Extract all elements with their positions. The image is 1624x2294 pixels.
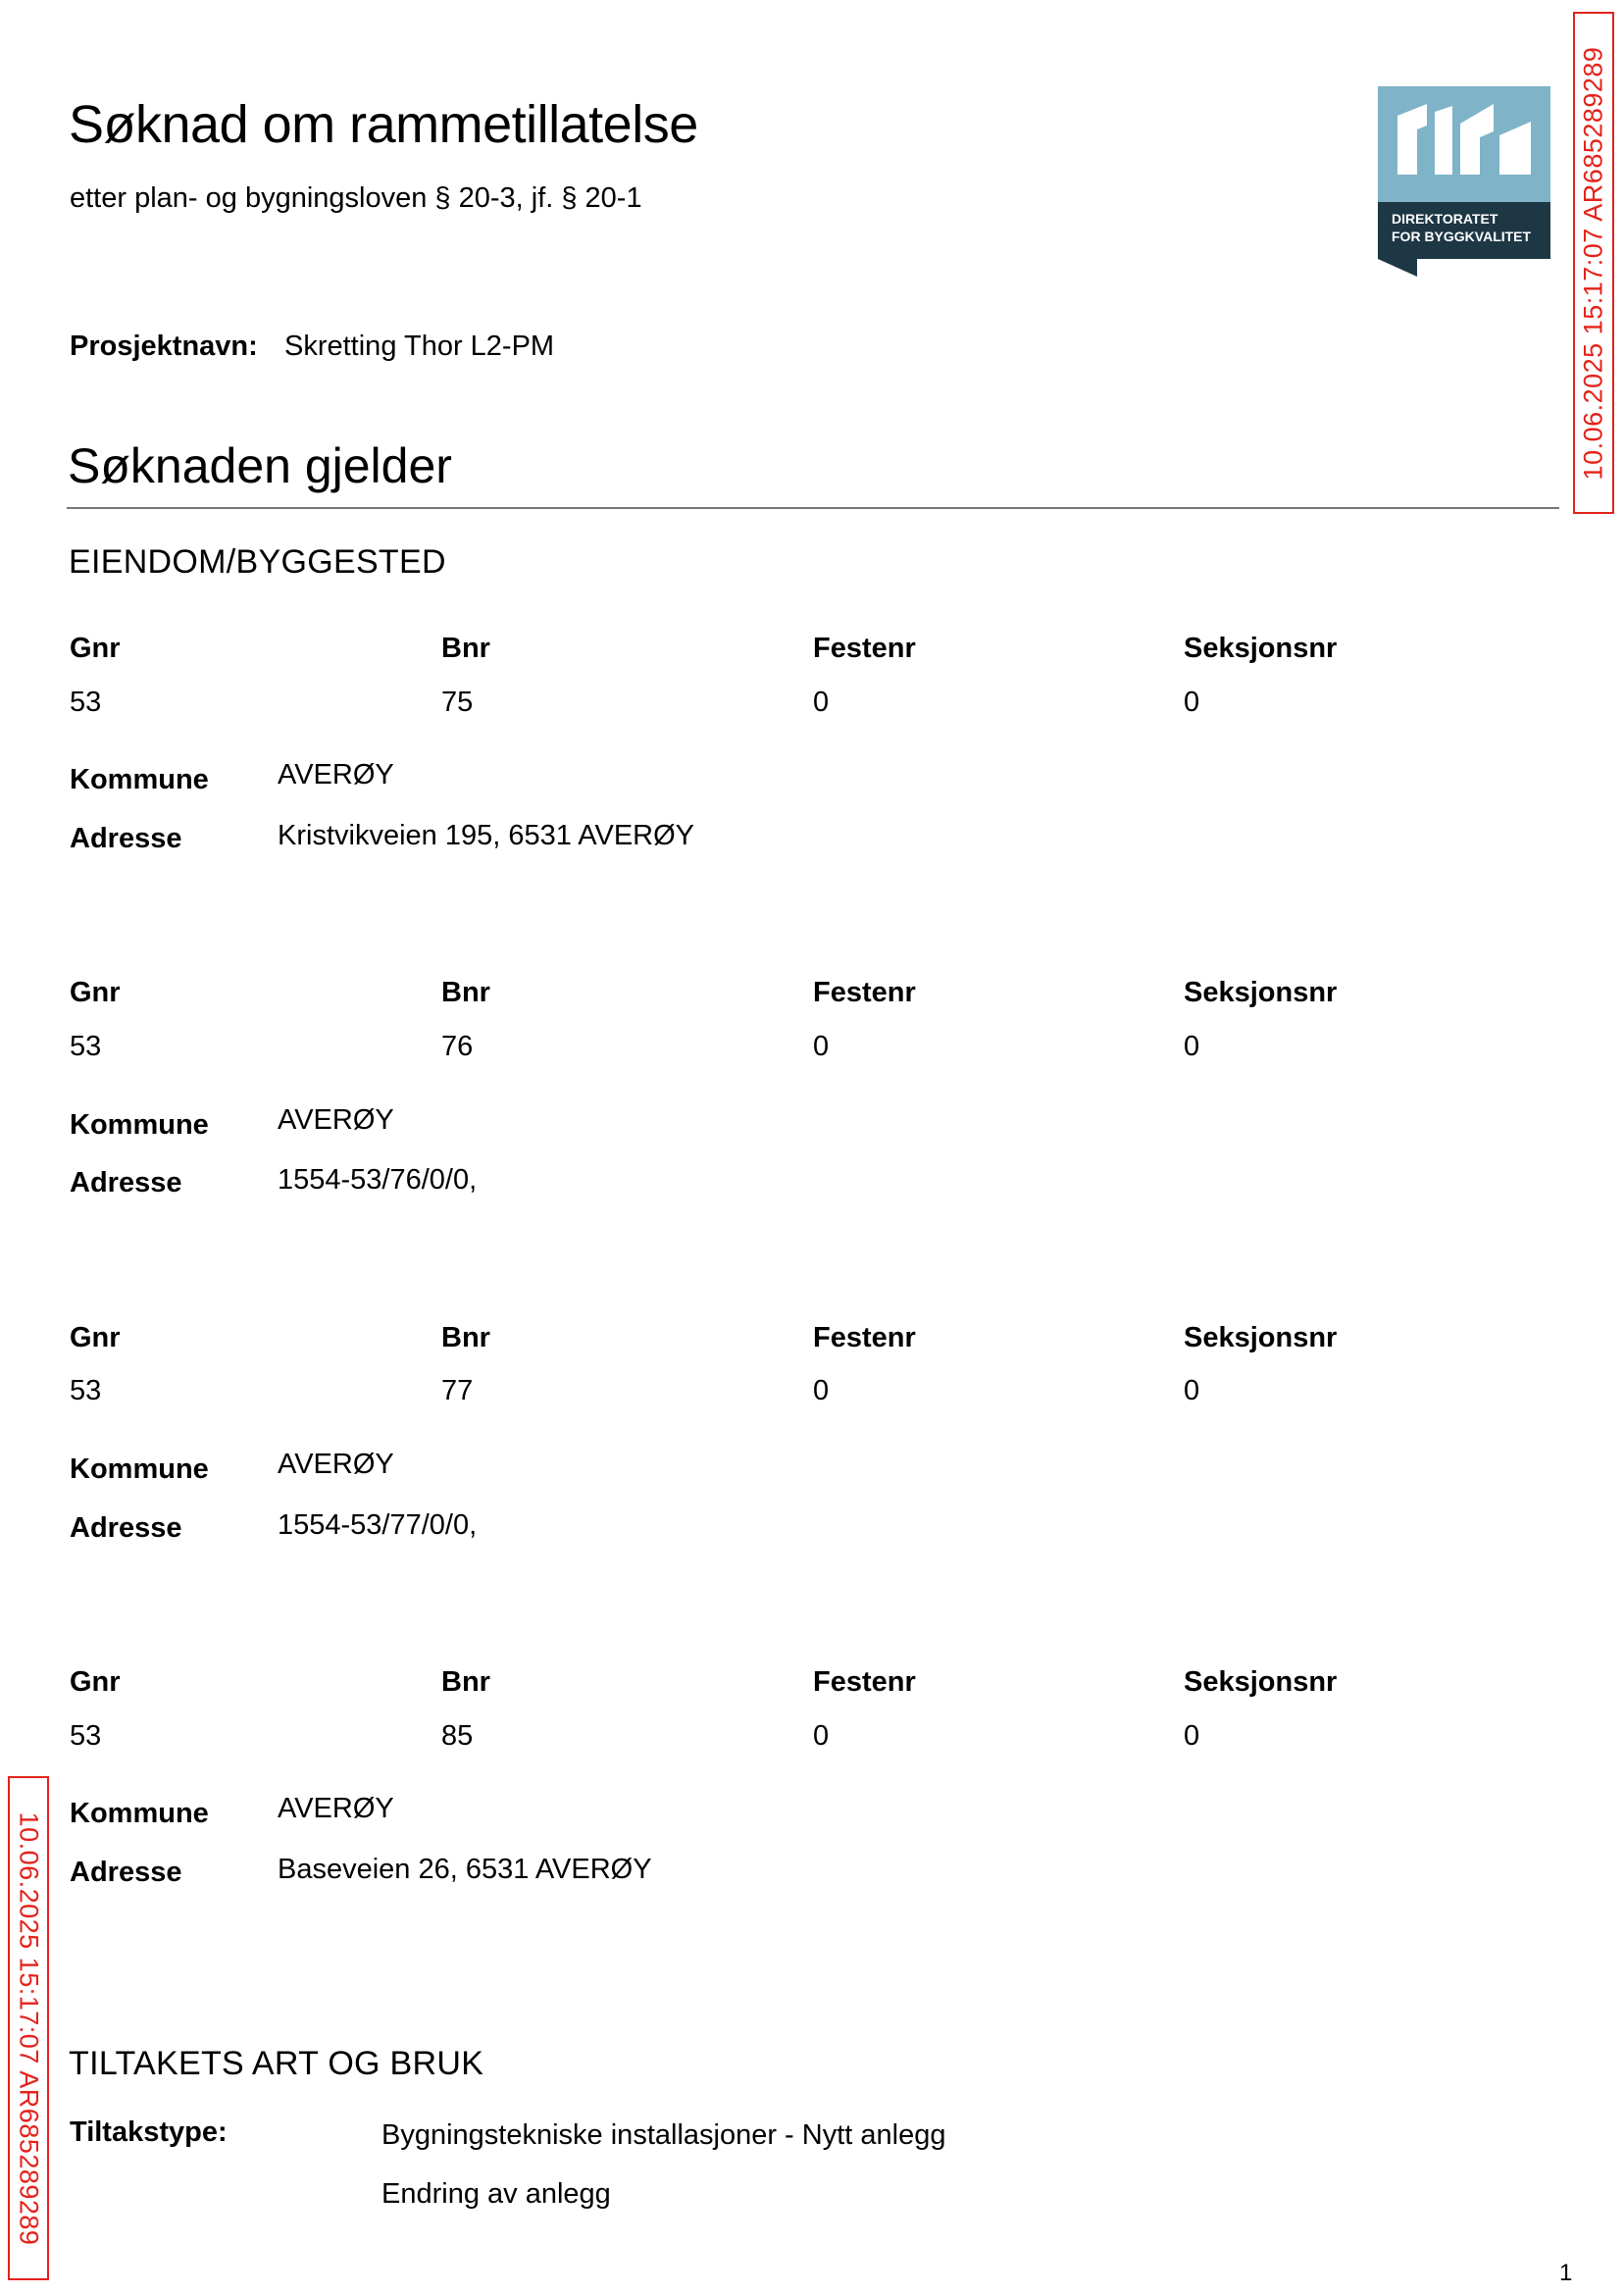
bnr-label: Bnr [441, 977, 490, 1008]
adresse-label: Adresse [70, 823, 182, 854]
festenr-label: Festenr [813, 977, 916, 1008]
festenr-value: 0 [813, 1720, 830, 1752]
kommune-label: Kommune [70, 1109, 209, 1141]
archive-stamp-text: 10.06.2025 15:17:07 AR685289289 [1578, 46, 1608, 480]
kommune-value: AVERØY [278, 1104, 394, 1136]
kommune-label: Kommune [70, 1798, 209, 1829]
section-title: Søknaden gjelder [68, 438, 452, 493]
seksjonsnr-label: Seksjonsnr [1184, 977, 1338, 1008]
kommune-label: Kommune [70, 764, 209, 795]
gnr-label: Gnr [70, 1322, 121, 1353]
bnr-value: 85 [441, 1720, 474, 1752]
archive-stamp [8, 1776, 49, 2280]
festenr-label: Festenr [813, 1322, 916, 1353]
project-name-value: Skretting Thor L2-PM [284, 331, 555, 362]
adresse-label: Adresse [70, 1167, 182, 1198]
page-number: 1 [1559, 2260, 1573, 2286]
logo-line-1: DIREKTORATET [1392, 211, 1498, 227]
festenr-value: 0 [813, 1375, 830, 1406]
bnr-label: Bnr [441, 1322, 490, 1353]
festenr-value: 0 [813, 687, 830, 718]
seksjonsnr-value: 0 [1184, 1720, 1200, 1752]
tiltak-heading: TILTAKETS ART OG BRUK [69, 2045, 484, 2082]
adresse-value: Kristvikveien 195, 6531 AVERØY [278, 820, 695, 851]
kommune-label: Kommune [70, 1453, 209, 1485]
kommune-value: AVERØY [278, 1449, 394, 1480]
seksjonsnr-value: 0 [1184, 1031, 1200, 1062]
bnr-value: 77 [441, 1375, 474, 1406]
seksjonsnr-value: 0 [1184, 1375, 1200, 1406]
archive-stamp-text: 10.06.2025 15:17:07 AR685289289 [14, 1811, 44, 2245]
gnr-value: 53 [70, 687, 102, 718]
gnr-label: Gnr [70, 1666, 121, 1698]
kommune-value: AVERØY [278, 759, 394, 790]
adresse-value: Baseveien 26, 6531 AVERØY [278, 1854, 652, 1885]
tiltakstype-label: Tiltakstype: [70, 2116, 228, 2148]
tiltakstype-value: Endring av anlegg [381, 2178, 611, 2210]
adresse-value: 1554-53/76/0/0, [278, 1164, 478, 1196]
dibk-logo-graphic [1378, 86, 1550, 277]
adresse-label: Adresse [70, 1512, 182, 1544]
gnr-value: 53 [70, 1720, 102, 1752]
adresse-label: Adresse [70, 1857, 182, 1888]
bnr-label: Bnr [441, 633, 490, 664]
gnr-value: 53 [70, 1375, 102, 1406]
gnr-value: 53 [70, 1031, 102, 1062]
adresse-value: 1554-53/77/0/0, [278, 1509, 478, 1541]
bnr-value: 75 [441, 687, 474, 718]
seksjonsnr-label: Seksjonsnr [1184, 1322, 1338, 1353]
gnr-label: Gnr [70, 633, 121, 664]
document-subtitle: etter plan- og bygningsloven § 20-3, jf. § 20-1 [70, 182, 642, 214]
gnr-label: Gnr [70, 977, 121, 1008]
festenr-label: Festenr [813, 633, 916, 664]
festenr-value: 0 [813, 1031, 830, 1062]
dibk-logo [1378, 86, 1550, 277]
archive-stamp [1573, 12, 1614, 514]
seksjonsnr-value: 0 [1184, 687, 1200, 718]
seksjonsnr-label: Seksjonsnr [1184, 633, 1338, 664]
kommune-value: AVERØY [278, 1793, 394, 1824]
bnr-label: Bnr [441, 1666, 490, 1698]
section-divider [67, 507, 1559, 509]
seksjonsnr-label: Seksjonsnr [1184, 1666, 1338, 1698]
document-title: Søknad om rammetillatelse [69, 95, 698, 154]
project-name-label: Prosjektnavn: [70, 331, 258, 362]
tiltakstype-value: Bygningstekniske installasjoner - Nytt anlegg [381, 2119, 946, 2151]
festenr-label: Festenr [813, 1666, 916, 1698]
logo-line-2: FOR BYGGKVALITET [1392, 229, 1532, 244]
property-heading: EIENDOM/BYGGESTED [69, 543, 446, 581]
bnr-value: 76 [441, 1031, 474, 1062]
